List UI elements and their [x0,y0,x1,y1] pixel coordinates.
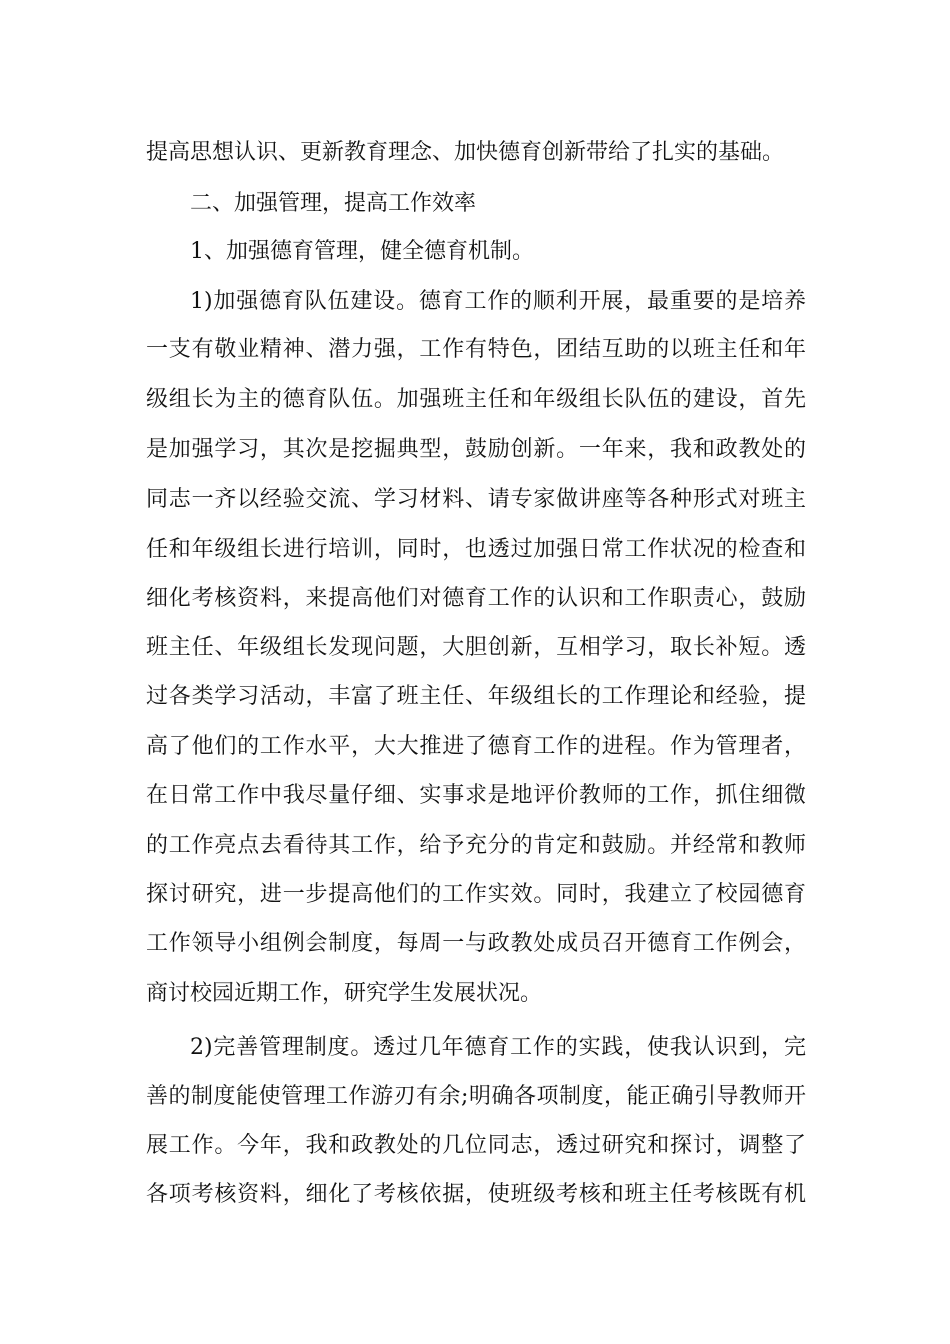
text-line: 善的制度能使管理工作游刃有余;明确各项制度，能正确引导教师开 [146,1084,806,1109]
text-line: 级组长为主的德育队伍。加强班主任和年级组长队伍的建设，首先 [146,387,806,412]
text-line: 在日常工作中我尽量仔细、实事求是地评价教师的工作，抓住细微 [146,783,806,808]
text-line: 一支有敬业精神、潜力强，工作有特色，团结互助的以班主任和年 [146,337,806,362]
text-line: 的工作亮点去看待其工作，给予充分的肯定和鼓励。并经常和教师 [146,833,806,858]
text-line: 提高思想认识、更新教育理念、加快德育创新带给了扎实的基础。 [146,140,785,165]
text-line: 各项考核资料，细化了考核依据，使班级考核和班主任考核既有机 [146,1182,806,1207]
text-line: 过各类学习活动，丰富了班主任、年级组长的工作理论和经验，提 [146,684,806,709]
text-line: 任和年级组长进行培训，同时，也透过加强日常工作状况的检查和 [146,537,806,562]
text-line: 1)加强德育队伍建设。德育工作的顺利开展，最重要的是培养 [190,289,806,314]
subsection-heading: 1、加强德育管理，健全德育机制。 [190,239,534,264]
text-line: 展工作。今年，我和政教处的几位同志，透过研究和探讨，调整了 [146,1133,806,1158]
section-heading: 二、加强管理，提高工作效率 [190,191,477,216]
text-line: 商讨校园近期工作，研究学生发展状况。 [146,981,543,1006]
text-line: 细化考核资料，来提高他们对德育工作的认识和工作职责心，鼓励 [146,586,806,611]
text-line: 高了他们的工作水平，大大推进了德育工作的进程。作为管理者， [146,734,806,759]
text-line: 同志一齐以经验交流、学习材料、请专家做讲座等各种形式对班主 [146,487,806,512]
text-line: 是加强学习，其次是挖掘典型，鼓励创新。一年来，我和政教处的 [146,437,806,462]
text-line: 班主任、年级组长发现问题，大胆创新，互相学习，取长补短。透 [146,635,806,660]
text-line: 探讨研究，进一步提高他们的工作实效。同时，我建立了校园德育 [146,882,806,907]
text-line: 2)完善管理制度。透过几年德育工作的实践，使我认识到，完 [190,1035,806,1060]
text-line: 工作领导小组例会制度，每周一与政教处成员召开德育工作例会， [146,931,806,956]
